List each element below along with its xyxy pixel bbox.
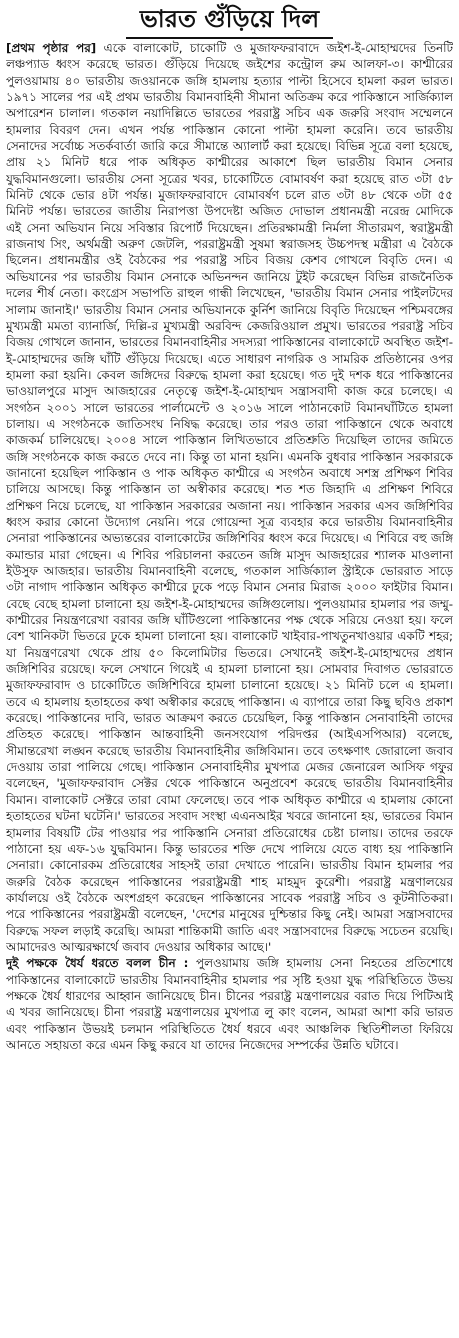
paragraph-text: একে বালাকোট, চাকোটি ও মুজাফফরাবাদে জইশ-ই-মোহাম্মদের তিনটি লঞ্চপ্যাড ধ্বংস করেছে ভারত। গুঁড়িয়ে দিয়েছে জইশের কন্ট্রোল রুম আলফা-৩। কাশ্মীরের পুলওয়ামায় ৪০ ভারতীয় জওয়ানকে জঙ্গি হামলায় হত্যার পাল্টা হিসেবে হামলা করল ভারত। ১৯৭১ সালের পর এই প্রথম ভারতীয় বিমানবাহিনী সীমানা অতিক্রম করে পাকিস্তানে সার্জিক্যাল অপারেশন চালাল। গতকাল নয়াদিল্লিতে ভারতের পররাষ্ট্র সচিব এক জরুরি সংবাদ সম্মেলনে হামলার বিবরণ দেন। এখন পর্যন্ত পাকিস্তান কোনো পাল্টা হামলা করেনি। তবে ভারতীয় সেনাদের সর্বোচ্চ সতর্কবার্তা জারি করে সীমান্তে অ্যালার্ট করা হয়েছে। বিভিন্ন সূত্রে বলা হয়েছে, প্রায় ২১ মিনিট ধরে পাক অধিকৃত কাশ্মীরের আকাশে ছিল ভারতীয় বিমান সেনার যুদ্ধবিমানগুলো। ভারতীয় সেনা সূত্রের খবর, চাকোটিতে বোমাবর্ষণ করা হয়েছে রাত ৩টা ৫৮ মিনিট থেকে ভোর ৪টা পর্যন্ত। মুজাফফরাবাদে বোমাবর্ষণ চলে রাত ৩টা ৪৮ থেকে ৩টা ৫৫ মিনিট পর্যন্ত। ভারতের জাতীয় নিরাপত্তা উপদেষ্টা অজিত দোভাল প্রধানমন্ত্রী নরেন্দ্র মোদিকে এই সেনা অভিযান নিয়ে সবিস্তার রিপোর্ট দিয়েছেন। প্রতিরক্ষামন্ত্রী নির্মলা সীতারমণ, স্বরাষ্ট্রমন্ত্রী রাজনাথ সিং, অর্থমন্ত্রী অরুণ জেটলি, পররাষ্ট্রমন্ত্রী সুষমা স্বরাজসহ উচ্চপদস্থ মন্ত্রীরা এ বৈঠকে ছিলেন। প্রধানমন্ত্রীর ওই বৈঠকের পর পররাষ্ট্র সচিব বিজয় কেশব গোখলে বিবৃতি দেন। এ অভিযানের পর ভারতীয় বিমান সেনাকে অভিনন্দন জানিয়ে টুইট করেছেন বিভিন্ন রাজনৈতিক দলের শীর্ষ নেতা। কংগ্রেস সভাপতি রাহুল গান্ধী লিখেছেন, 'ভারতীয় বিমান সেনার পাইলটদের সালাম জানাই।' ভারতীয় বিমান সেনার অভিযানকে কুর্নিশ জানিয়ে বিবৃতি দিয়েছেন পশ্চিমবঙ্গের মুখ্যমন্ত্রী মমতা ব্যানার্জি, দিল্লি-র মুখ্যমন্ত্রী অরবিন্দ কেজরিওয়াল প্রমুখ। ভারতের পররাষ্ট্র সচিব বিজয় গোখলে জানান, ভারতের বিমানবাহিনীর সদস্যরা পাকিস্তানের বালাকোটে অবস্থিত জইশ-ই-মোহাম্মদের জঙ্গি ঘাঁটি গুঁড়িয়ে দিয়েছে। এতে সাধারণ নাগরিক ও সামরিক প্রতিষ্ঠানের ওপর হামলা করা হয়নি। কেবল জঙ্গিদের বিরুদ্ধে হামলা করা হয়েছে। গত দুই দশক ধরে পাকিস্তানের ভাওয়ালপুরে মাসুদ আজহারের নেতৃত্বে জইশ-ই-মোহাম্মদ সন্ত্রাসবাদী কাজ করে চলেছে। এ সংগঠন ২০০১ সালে ভারতের পার্লামেন্টে ও ২০১৬ সালে পাঠানকোট বিমানঘাঁটিতে হামলা চালায়। এ সংগঠনকে জাতিসংঘ নিষিদ্ধ করেছে। তার পরও তারা পাকিস্তানে থেকে অবাধে কাজকর্ম চালিয়েছে। ২০০৪ সালে পাকিস্তান লিখিতভাবে প্রতিশ্রুতি দিয়েছিল তাদের জমিতে জঙ্গি সংগঠনকে কাজ করতে দেবে না। কিন্তু তা মানা হয়নি। এমনকি বুধবার পাকিস্তান সরকারকে জানানো হয়েছিল পাকিস্তান ও পাক অধিকৃত কাশ্মীরে এ সংগঠন অবাধে সশস্ত্র প্রশিক্ষণ শিবির চালিয়ে আসছে। কিন্তু পাকিস্তান তা অস্বীকার করেছে। শত শত জিহাদি এ প্রশিক্ষণ শিবিরে প্রশিক্ষণ নিয়ে চলেছে, যা পাকিস্তান সরকারের অজানা নয়। পাকিস্তান সরকার এসব জঙ্গিশিবির ধ্বংস করার কোনো উদ্যোগ নেয়নি। পরে গোয়েন্দা সূত্র ব্যবহার করে ভারতীয় বিমানবাহিনীর সেনারা পাকিস্তানের অভ্যন্তরের বালাকোটের জঙ্গিশিবির ধ্বংস করে দিয়েছে। এ শিবিরে বহু জঙ্গি কমান্ডার মারা গেছেন। এ শিবির পরিচালনা করতেন জঙ্গি মাসুদ আজহারের শ্যালক মাওলানা ইউসুফ আজহার। ভারতীয় বিমানবাহিনী বলেছে, গতকাল সার্জিক্যাল স্ট্রাইকে ভোররাত সাড়ে ৩টা নাগাদ পাকিস্তান অধিকৃত কাশ্মীরে ঢুকে পড়ে বিমান সেনার মিরাজ ২০০০ ফাইটার বিমান। বেছে বেছে হামলা চালানো হয় জইশ-ই-মোহাম্মদের জঙ্গিগুলোয়। পুলওয়ামার হামলার পর জম্মু-কাশ্মীরের নিয়ন্ত্রণরেখা বরাবর জঙ্গি ঘাঁটিগুলো পাকিস্তানের পক্ষ থেকে সরিয়ে নেওয়া হয়। ফলে বেশ খানিকটা ভিতরে ঢুকে হামলা চালানো হয়। বালাকোট খাইবার-পাখতুনখাওয়ার একটি শহর; যা নিয়ন্ত্রণরেখা থেকে প্রায় ৫০ কিলোমিটার ভিতরে। সেখানেই জইশ-ই-মোহাম্মদের প্রধান জঙ্গিশিবির রয়েছে। ফলে সেখানে গিয়েই এ হামলা চালানো হয়। সোমবার দিবাগত ভোররাতে মুজাফফরাবাদ ও চাকোটিতে জঙ্গিশিবিরে হামলা চালানো হয়েছে। ২১ মিনিট চলে এ হামলা। তবে এ হামলায় হতাহতের কথা অস্বীকার করেছে পাকিস্তান। এ ব্যাপারে তারা কিছু ছবিও প্রকাশ করেছে। পাকিস্তানের দাবি, ভারত আক্রমণ করতে চেয়েছিল, কিন্তু পাকিস্তান সেনাবাহিনী তাদের প্রতিহত করেছে। পাকিস্তান আন্তবাহিনী জনসংযোগ পরিদপ্তর (আইএসপিআর) বলেছে, সীমান্তরেখা লঙ্ঘন করেছে ভারতীয় বিমানবাহিনীর জঙ্গিবিমান। তবে তৎক্ষণাৎ জোরালো জবাব দেওয়ায় তারা পালিয়ে গেছে। পাকিস্তান সেনাবাহিনীর মুখপাত্র মেজর জেনারেল আসিফ গফুর বলেছেন, 'মুজাফফরাবাদ সেক্টর থেকে পাকিস্তানে অনুপ্রবেশ করেছে ভারতীয় বিমানবাহিনীর বিমান। বালাকোট সেক্টরে তারা বোমা ফেলেছে। তবে পাক অধিকৃত কাশ্মীরে এ হামলায় কোনো হতাহতের ঘটনা ঘটেনি।' ভারতের সংবাদ সংস্থা এএনআইর খবরে জানানো হয়, ভারতের বিমান হামলার বিষয়টি টের পাওয়ার পর পাকিস্তানি সেনারা প্রতিরোধের চেষ্টা চালায়। তাদের তরফে পাঠানো হয় এফ-১৬ যুদ্ধবিমান। কিন্তু ভারতের শক্তি দেখে পালিয়ে যেতে বাধ্য হয় পাকিস্তানি সেনারা। কোনোরকম প্রতিরোধের সাহসই তারা দেখাতে পারেনি। ভারতীয় বিমান হামলার পর জরুরি বৈঠক করেছেন পাকিস্তানের পররাষ্ট্রমন্ত্রী শাহ মাহমুদ কুরেশী। পররাষ্ট্র মন্ত্রণালয়ের কার্যালয়ে ওই বৈঠকে অংশগ্রহণ করেছেন পাকিস্তানের সাবেক পররাষ্ট্র সচিব ও কূটনীতিকরা। পরে পাকিস্তানের পররাষ্ট্রমন্ত্রী বলেছেন, 'দেশের মানুষের দুশ্চিন্তার কিছু নেই। আমরা সন্ত্রাসবাদের বিরুদ্ধে সফল লড়াই করেছি। আমরা শান্তিকামী জাতি এবং সন্ত্রাসবাদের বিরুদ্ধে সচেতন রয়েছি। আমাদেরও আত্মরক্ষার্থে জবাব দেওয়ার অধিকার আছে।': [6, 41, 453, 954]
continuation-marker: [প্রথম পৃষ্ঠার পর]: [6, 41, 97, 55]
article-paragraph: [6, 40, 453, 955]
headline: ভারত গুঁড়িয়ে দিল: [126, 3, 333, 39]
paragraph-text: পুলওয়ামায় জঙ্গি হামলায় সেনা নিহতের প্রতিশোধে পাকিস্তানের বালাকোটে ভারতীয় বিমানবাহিনীর হামলার পর সৃষ্টি হওয়া যুদ্ধ পরিস্থিতিতে উভয় পক্ষকে ধৈর্য ধারণের আহ্বান জানিয়েছে চীন। চীনের পররাষ্ট্র মন্ত্রণালয়ের বরাত দিয়ে পিটিআই এ খবর জানিয়েছে। চীনা পররাষ্ট্র মন্ত্রণালয়ের মুখপাত্র লু কাং বলেন, আমরা আশা করি ভারত এবং পাকিস্তান উভয়ই চলমান পরিস্থিতিতে ধৈর্য ধরবে এবং আঞ্চলিক স্থিতিশীলতা ফিরিয়ে আনতে সহায়তা করে এমন কিছু করবে যা তাদের নিজেদের সম্পর্কের উন্নতি ঘটাবে।: [6, 956, 453, 1052]
article-paragraph: [6, 955, 453, 1053]
article-body: [6, 40, 453, 1332]
subheading: দুই পক্ষকে ধৈর্য ধরতে বলল চীন :: [6, 956, 189, 971]
headline-area: [0, 0, 459, 40]
